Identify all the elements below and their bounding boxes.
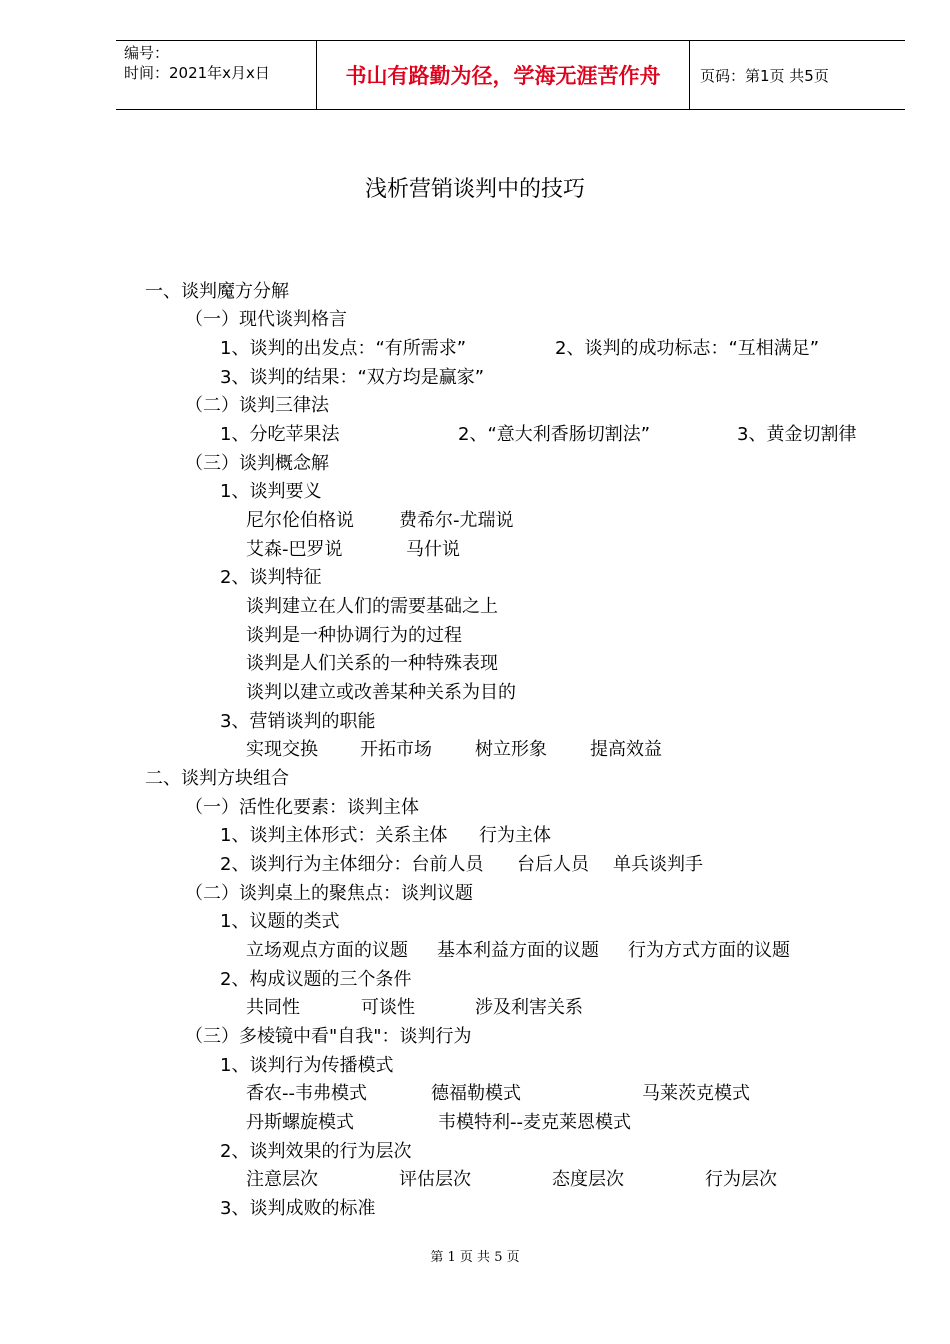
outline-item-level-3: 2、谈判行为主体细分：台前人员 xyxy=(220,854,484,875)
outline-item-level-3: 2、谈判的成功标志：“互相满足” xyxy=(555,338,820,359)
outline-item-level-4: 提高效益 xyxy=(590,739,662,760)
page-footer: 第 1 页 共 5 页 xyxy=(430,1250,520,1265)
outline-item-level-4: 谈判以建立或改善某种关系为目的 xyxy=(246,682,516,703)
outline-item-level-4: 香农--韦弗模式 xyxy=(246,1083,367,1104)
outline-item-level-3: 1、谈判的出发点：“有所需求” xyxy=(220,338,467,359)
outline-item-level-2: （二）谈判桌上的聚焦点：谈判议题 xyxy=(185,883,473,904)
outline-item-level-3: 1、谈判要义 xyxy=(220,481,322,502)
outline-item-level-2: （三）谈判概念解 xyxy=(185,453,329,474)
outline-item-level-3: 1、议题的类式 xyxy=(220,911,340,932)
outline-item-level-3: 2、构成议题的三个条件 xyxy=(220,969,412,990)
outline-item-level-4: 马什说 xyxy=(406,539,460,560)
outline-item-level-3: 2、谈判特征 xyxy=(220,567,322,588)
outline-item-level-3: 1、分吃苹果法 xyxy=(220,424,340,445)
outline-item-level-4: 韦模特利--麦克莱恩模式 xyxy=(438,1112,631,1133)
outline-item-level-3: 1、谈判行为传播模式 xyxy=(220,1055,394,1076)
outline-item-level-4: 尼尔伦伯格说 xyxy=(246,510,354,531)
outline-item-level-3: 1、谈判主体形式：关系主体 xyxy=(220,825,448,846)
outline-item-level-3: 台后人员 xyxy=(517,854,589,875)
outline-item-level-2: （一）活性化要素：谈判主体 xyxy=(185,797,419,818)
outline-item-level-3: 3、黄金切割律 xyxy=(737,424,857,445)
outline-item-level-4: 实现交换 xyxy=(246,739,318,760)
outline-item-level-4: 树立形象 xyxy=(475,739,547,760)
outline-item-level-2: （三）多棱镜中看"自我"：谈判行为 xyxy=(185,1026,472,1047)
outline-item-level-4: 行为方式方面的议题 xyxy=(628,940,790,961)
time-label: 时间：2021年x月x日 xyxy=(124,64,270,82)
outline-item-level-2: （二）谈判三律法 xyxy=(185,395,329,416)
outline-item-level-3: 2、“意大利香肠切割法” xyxy=(458,424,651,445)
outline-item-level-3: 3、营销谈判的职能 xyxy=(220,711,376,732)
outline-item-level-3: 2、谈判效果的行为层次 xyxy=(220,1141,412,1162)
outline-item-level-4: 费希尔-尤瑞说 xyxy=(399,510,514,531)
outline-item-level-4: 态度层次 xyxy=(552,1169,624,1190)
outline-item-level-4: 谈判建立在人们的需要基础之上 xyxy=(246,596,498,617)
outline-item-level-4: 谈判是一种协调行为的过程 xyxy=(246,625,462,646)
outline-item-level-4: 评估层次 xyxy=(399,1169,471,1190)
number-label: 编号： xyxy=(124,44,170,62)
outline-item-level-4: 马莱茨克模式 xyxy=(642,1083,750,1104)
outline-item-level-4: 基本利益方面的议题 xyxy=(437,940,599,961)
outline-item-level-4: 丹斯螺旋模式 xyxy=(246,1112,354,1133)
header-page-info: 页码：第1页 共5页 xyxy=(700,66,829,85)
outline-item-level-3: 3、谈判的结果：“双方均是赢家” xyxy=(220,367,485,388)
outline-item-level-3: 3、谈判成败的标准 xyxy=(220,1198,376,1219)
document-title: 浅析营销谈判中的技巧 xyxy=(364,177,585,202)
outline-item-level-4: 开拓市场 xyxy=(360,739,432,760)
outline-item-level-3: 单兵谈判手 xyxy=(613,854,703,875)
outline-item-level-4: 注意层次 xyxy=(246,1169,318,1190)
outline-item-level-4: 涉及利害关系 xyxy=(475,997,583,1018)
header-meta xyxy=(116,41,316,109)
outline-item-level-3: 行为主体 xyxy=(479,825,551,846)
outline-item-level-4: 行为层次 xyxy=(705,1169,777,1190)
outline-item-level-4: 德福勒模式 xyxy=(431,1083,521,1104)
outline-item-level-1: 二、谈判方块组合 xyxy=(145,768,289,789)
outline-item-level-4: 共同性 xyxy=(246,997,300,1018)
page-header xyxy=(116,40,905,110)
outline-item-level-4: 可谈性 xyxy=(361,997,415,1018)
outline-item-level-4: 谈判是人们关系的一种特殊表现 xyxy=(246,653,498,674)
header-motto: 书山有路勤为径，学海无涯苦作舟 xyxy=(316,41,690,109)
outline-item-level-4: 立场观点方面的议题 xyxy=(246,940,408,961)
outline-item-level-1: 一、谈判魔方分解 xyxy=(145,281,289,302)
outline-item-level-4: 艾森-巴罗说 xyxy=(246,539,343,560)
outline-item-level-2: （一）现代谈判格言 xyxy=(185,309,347,330)
